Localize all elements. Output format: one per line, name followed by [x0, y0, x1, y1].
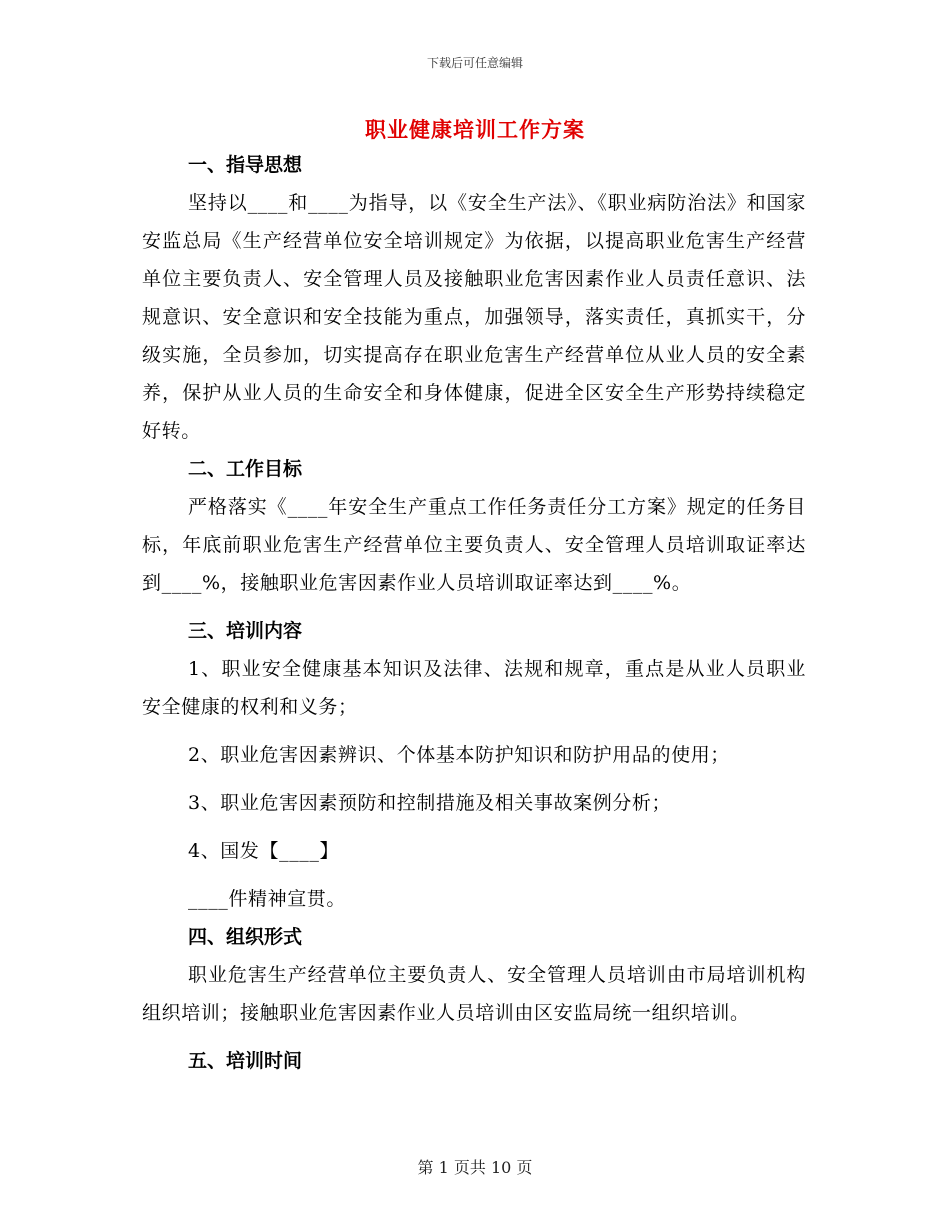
list-item-continuation: ____件精神宣贯。	[188, 888, 347, 910]
page-number-footer: 第 1 页共 10 页	[417, 1158, 533, 1177]
section-heading: 五、培训时间	[188, 1050, 303, 1072]
header-note: 下载后可任意编辑	[426, 56, 523, 70]
section-heading: 一、指导思想	[188, 154, 303, 176]
section-heading: 四、组织形式	[188, 926, 303, 948]
section-heading: 二、工作目标	[188, 458, 303, 480]
list-item: 2、职业危害因素辨识、个体基本防护知识和防护用品的使用；	[188, 744, 730, 766]
section-heading: 三、培训内容	[188, 620, 303, 642]
section-paragraph: 坚持以____和____为指导，以《安全生产法》、《职业病防治法》和国家安监总局《生产经营单位安全培训规定》为依据，以提高职业危害生产经营单位主要负责人、安全管理人员及接触职业危害因素作业人员责任意识、法规意识、安全意识和安全技能为重点，加强领导，落实责任，真抓实干，分级实施，全员参加，切实提高存在职业危害生产经营单位从业人员的安全素养，保护从业人员的生命安全和身体健康，促进全区安全生产形势持续稳定好转。	[142, 192, 806, 442]
list-item: 1、职业安全健康基本知识及法律、法规和规章，重点是从业人员职业安全健康的权利和义务；	[142, 658, 806, 718]
list-item: 3、职业危害因素预防和控制措施及相关事故案例分析；	[188, 792, 672, 814]
section-paragraph: 职业危害生产经营单位主要负责人、安全管理人员培训由市局培训机构组织培训；接触职业危害因素作业人员培训由区安监局统一组织培训。	[142, 964, 806, 1024]
list-item: 4、国发【____】	[188, 840, 340, 862]
document-body	[142, 146, 806, 1080]
section-paragraph: 严格落实《____年安全生产重点工作任务责任分工方案》规定的任务目标，年底前职业危害生产经营单位主要负责人、安全管理人员培训取证率达到____%，接触职业危害因素作业人员培训取证率达到____%。	[142, 496, 806, 594]
document-title: 职业健康培训工作方案	[365, 117, 585, 142]
